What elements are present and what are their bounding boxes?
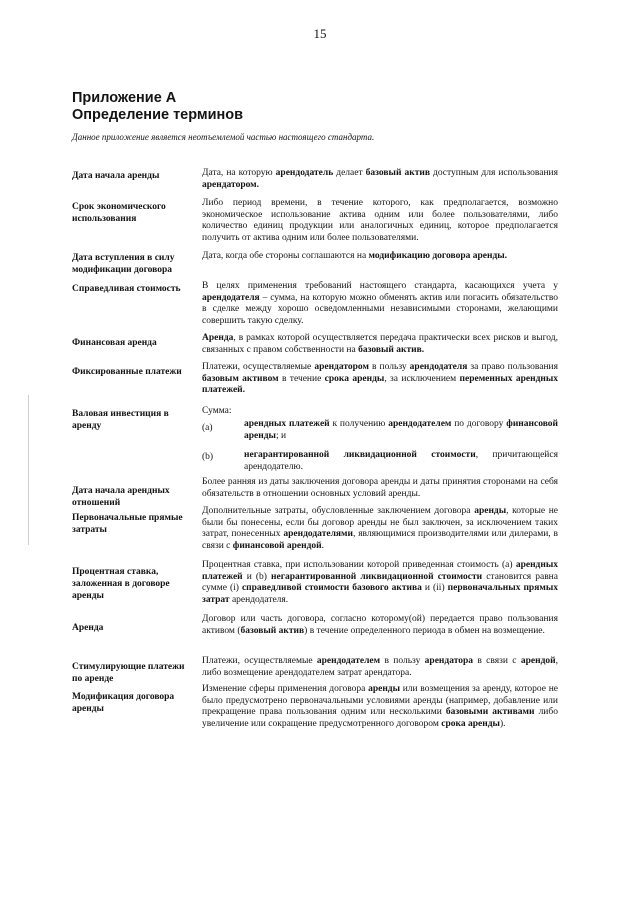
term-label: Первоначальные прямые затраты [72,513,183,535]
defined-term-ref: финансовой арендой [232,540,322,551]
defined-term-ref: базовый актив [365,168,430,178]
definition-text: или возмещения за аренду, которое не было предусмотрено первоначальными условиями аренды (например, добавление или прекращение права пользования одним или несколькими [202,684,558,717]
definition-text: и (b) [242,571,272,582]
definition-text: Процентная ставка, при использовании которой приведенная стоимость (a) [202,560,516,570]
definition-text: Более ранняя из даты заключения договора аренды и даты принятия сторонами на себя обязательств в отношении основных условий аренды. [202,477,558,499]
defined-term-ref: базовый актив [240,625,305,636]
defined-term-ref: арендодателем [316,656,381,666]
defined-term-ref: срока аренды [441,718,500,729]
definition-text: в связи с [473,656,521,666]
definition-text: Дата, когда обе стороны соглашаются на [202,251,369,261]
definition-text: В целях применения требований настоящего стандарта, касающихся учета у [202,281,558,291]
appendix-note: Данное приложение является неотъемлемой частью настоящего стандарта. [72,132,375,142]
term-definition [202,684,558,730]
term-definition [202,560,558,606]
defined-term-ref: базовыми активами [445,707,535,717]
term-label: Стимулирующие платежи по аренде [72,662,185,684]
defined-term-ref: арендодателя [409,362,468,372]
page-number: 15 [313,26,327,41]
defined-term-ref: первоначальных прямых затрат [202,583,558,605]
definition-text: , за исключением [384,373,460,384]
term-label: Процентная ставка, заложенная в договоре аренды [72,567,170,601]
term-label: Дата вступления в силу модификации договора [72,253,175,275]
defined-term-ref: арендодателя [202,292,260,303]
defined-term-ref: Аренда [202,333,234,343]
defined-term-ref: арендодатель [275,168,334,178]
defined-term-ref: негарантированной ликвидационной стоимости [244,450,476,460]
appendix-subtitle: Определение терминов [72,107,244,123]
definition-text: и (ii) [421,583,448,593]
definition-text: . [321,540,325,551]
definition-text: арендодателя. [229,594,289,605]
appendix-heading [72,90,243,124]
definition-text: доступным для использования [429,168,558,178]
definition-text: в пользу [368,362,410,372]
definition-text: Платежи, осуществляемые [202,362,315,372]
defined-term-ref: арендных платежей [244,419,330,429]
defined-term-ref: арендодателями [283,529,353,539]
definition-text: Дополнительные затраты, обусловленные заключением договора [202,506,475,516]
definition-text: ) в течение определенного периода в обмен на возмещение. [304,625,545,636]
list-item-text [244,419,558,442]
defined-term-ref: переменных арендных платежей. [202,373,559,395]
definition-text: Дата, на которую [202,168,276,178]
term-label: Фиксированные платежи [72,367,182,377]
definition-text: , которые не были бы понесены, если бы договор аренды не был заключен, за исключением таких затрат, понесенных [202,506,558,539]
defined-term-ref: срока аренды [324,373,385,384]
definition-text: , либо возмещение арендодателем затрат арендатора. [202,656,558,678]
definition-text: к получению [329,419,389,429]
scan-margin-line [28,395,29,545]
definition-text: Платежи, осуществляемые [202,656,317,666]
defined-term-ref: аренды [368,684,401,694]
definition-text: делает [333,168,366,178]
term-label: Дата начала арендных отношений [72,486,170,508]
defined-term-ref: арендатором. [202,179,260,190]
definition-text: в течение [278,373,325,384]
defined-term-ref: финансовой аренды [244,419,559,441]
term-label: Аренда [72,623,104,633]
term-definition [202,333,558,356]
term-definition [202,506,558,552]
defined-term-ref: аренды [474,506,507,516]
term-label: Дата начала аренды [72,171,160,181]
defined-term-ref: базовым активом [202,373,279,384]
defined-term-ref: арендодателем [388,419,452,429]
defined-term-ref: арендатором [314,362,369,372]
definition-text: ). [499,718,506,729]
definition-text: по договору [451,419,507,429]
defined-term-ref: модификацию договора аренды. [368,251,508,261]
term-definition [202,198,558,244]
defined-term-ref: справедливой стоимости базового актива [241,583,422,593]
term-definition [202,656,558,679]
term-definition [202,477,558,500]
defined-term-ref: арендой [520,656,556,666]
defined-term-ref: арендных платежей [202,560,558,582]
term-label: Срок экономического использования [72,202,166,224]
term-definition-intro: Сумма: [202,406,232,416]
list-item-label: (a) [202,423,213,433]
term-definition [202,251,558,263]
term-definition [202,168,558,191]
defined-term-ref: арендатора [424,656,474,666]
term-definition [202,614,558,637]
definition-text: – сумма, на которую можно обменять актив или погасить обязательство в сделке между хорошо осведомленными независимыми сторонами, желающими совершить такую сделку. [202,292,558,326]
definition-text: либо увеличение или сокращение предусмотренного договором [202,707,558,729]
list-item-text [244,450,558,473]
definition-text: за право пользования [467,362,558,372]
defined-term-ref: базовый актив. [358,344,425,355]
list-item-label: (b) [202,452,214,462]
definition-text: в пользу [380,656,425,666]
term-definition [202,362,558,397]
definition-text: , являющимися производителями или дилерами, в связи с [202,529,558,551]
definition-text: становится равна сумме (i) [202,571,558,593]
definition-text: ; и [275,430,287,441]
term-label: Справедливая стоимость [72,284,181,294]
definition-text: , причитающейся арендодателю. [244,450,558,472]
definition-text: Либо период времени, в течение которого, как предполагается, возможно экономическое использование актива одним или более пользователями, либо количество единиц продукции или аналогичных единиц, которое предполагается получить от актива одним или более пользователями. [202,198,558,243]
term-label: Модификация договора аренды [72,692,175,714]
definition-text: Договор или часть договора, согласно которому(ой) передается право пользования активом ( [202,614,558,636]
defined-term-ref: негарантированной ликвидационной стоимости [271,571,483,582]
term-label: Валовая инвестиция в аренду [72,409,169,431]
term-definition [202,281,558,327]
definition-text: Изменение сферы применения договора [202,684,369,694]
definition-text: , в рамках которой осуществляется передача практически всех рисков и выгод, связанных с правом собственности на [202,333,558,355]
appendix-title: Приложение А [72,90,177,106]
term-label: Финансовая аренда [72,338,157,348]
